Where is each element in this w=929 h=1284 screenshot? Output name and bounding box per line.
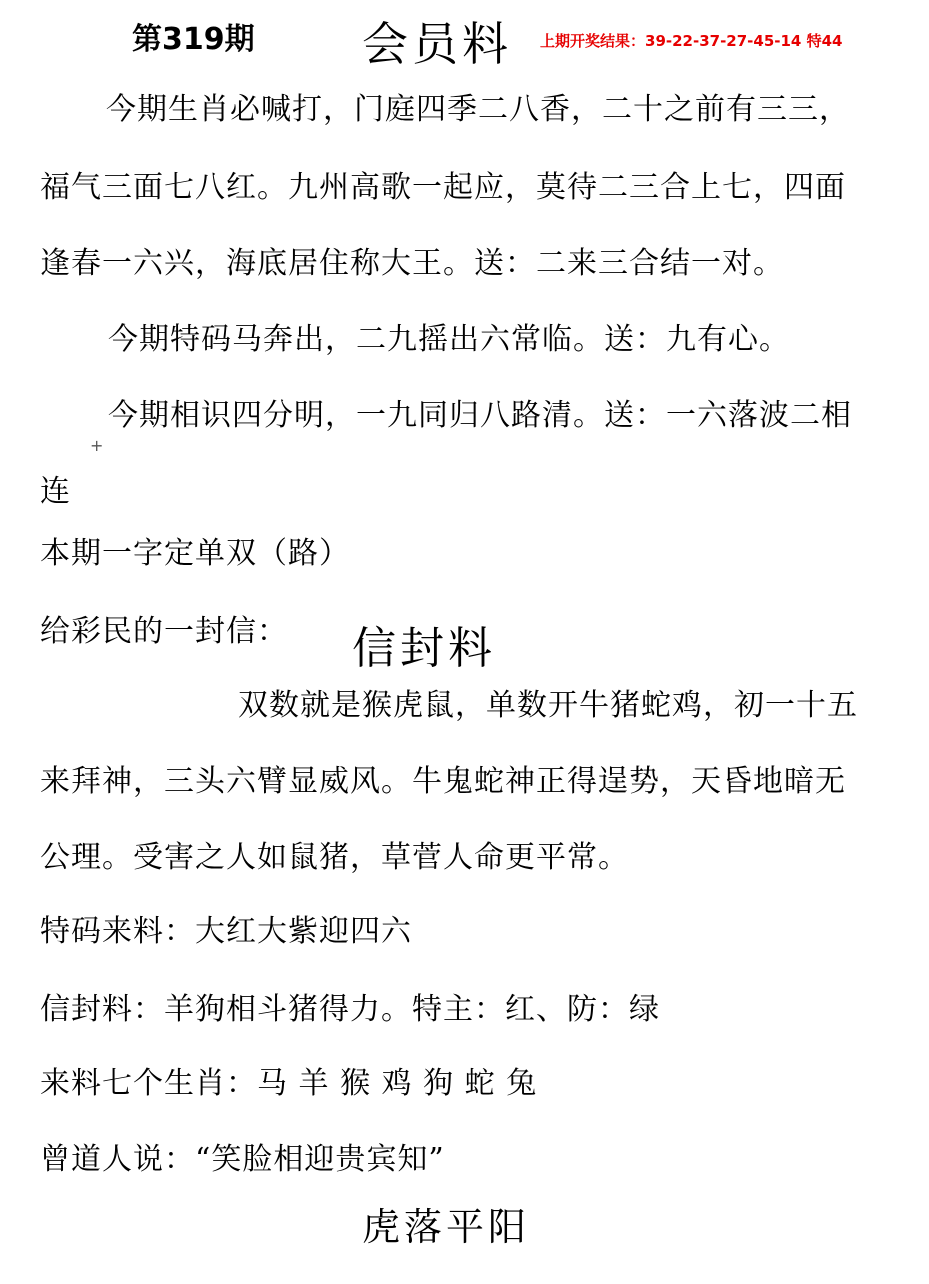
poem-line: 福气三面七八红。九州高歌一起应，莫待二三合上七，四面 (40, 170, 846, 205)
letter-label: 给彩民的一封信： (40, 614, 288, 649)
letter-line: 来拜神，三头六臂显威风。牛鬼蛇神正得逞势，天昏地暗无 (40, 764, 846, 799)
issue-number: 第319期 (132, 22, 255, 57)
envelope-material-line: 信封料：羊狗相斗猪得力。特主：红、防：绿 (40, 992, 660, 1027)
special-source-line: 特码来料：大红大紫迎四六 (40, 914, 412, 949)
letter-line: 双数就是猴虎鼠，单数开牛猪蛇鸡，初一十五 (238, 688, 858, 723)
special-code-line: 今期特码马奔出，二九摇出六常临。送：九有心。 (108, 322, 790, 357)
poem-line: 逢春一六兴，海底居住称大王。送：二来三合结一对。 (40, 246, 784, 281)
taoist-saying-line: 曾道人说：“笑脸相迎贵宾知” (40, 1142, 445, 1177)
seven-zodiacs-line: 来料七个生肖：马 羊 猴 鸡 狗 蛇 兔 (40, 1066, 538, 1101)
last-draw-result: 上期开奖结果：39-22-37-27-45-14 特44 (540, 32, 843, 50)
letter-line: 公理。受害之人如鼠猪，草菅人命更平常。 (40, 840, 629, 875)
envelope-title: 信封料 (352, 623, 496, 674)
single-character-line: 本期一字定单双（路） (40, 536, 350, 571)
page-title: 会员料 (362, 17, 512, 71)
insight-line: 连 (40, 474, 71, 509)
poem-line: 今期生肖必喊打，门庭四季二八香，二十之前有三三， (106, 92, 850, 127)
scan-artifact-mark: + (90, 436, 104, 455)
insight-line: 今期相识四分明，一九同归八路清。送：一六落波二相 (108, 398, 852, 433)
closing-phrase: 虎落平阳 (362, 1205, 531, 1249)
